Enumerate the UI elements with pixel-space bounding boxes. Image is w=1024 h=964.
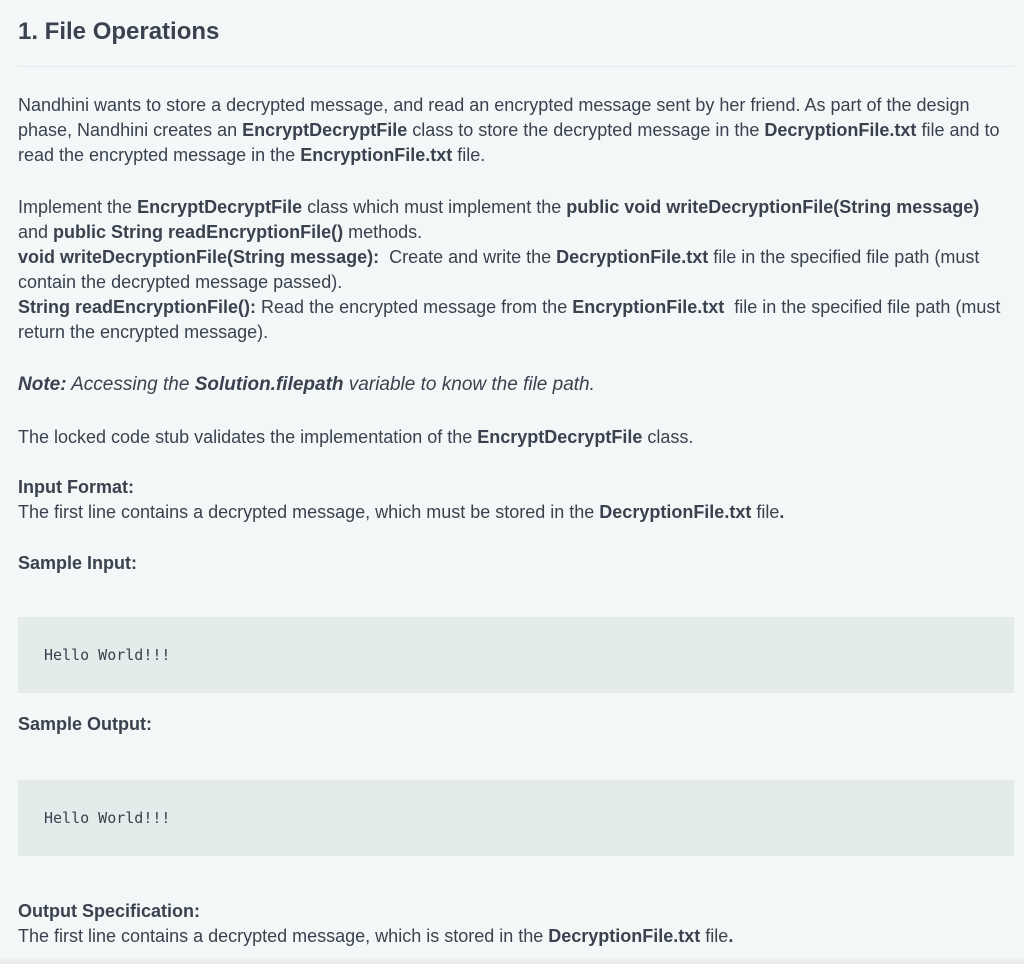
method-signature: public String readEncryptionFile() — [53, 222, 344, 242]
note-text: variable to know the file path. — [343, 374, 595, 395]
page-title: 1. File Operations — [18, 18, 220, 45]
class-name: EncryptDecryptFile — [477, 427, 643, 447]
intro-text: Nandhini wants to store a decrypted message, and read an encrypted message sent by her friend. As part of the design phase, Nandhini creates an — [18, 95, 970, 140]
method-description: Read the encrypted message from the — [256, 297, 573, 317]
note-paragraph — [18, 372, 1014, 397]
output-spec-heading: Output Specification: — [18, 901, 200, 921]
method-signature: String readEncryptionFile(): — [18, 297, 257, 317]
implementation-paragraph — [18, 195, 1014, 345]
impl-text: and — [18, 222, 54, 242]
intro-text: class to store the decrypted message in the — [407, 120, 765, 140]
period: . — [779, 502, 785, 522]
sample-output-heading: Sample Output: — [18, 714, 152, 734]
impl-text: class which must implement the — [302, 197, 567, 217]
locked-text: The locked code stub validates the implementation of the — [18, 427, 478, 447]
method-description: file in the specified file path (must return the encrypted message). — [18, 297, 1006, 342]
method-signature: public void writeDecryptionFile(String message) — [566, 197, 980, 217]
locked-stub-paragraph — [18, 425, 1014, 450]
bottom-shadow — [0, 956, 1024, 964]
input-format-desc: file — [751, 502, 780, 522]
file-name: EncryptionFile.txt — [300, 145, 453, 165]
sample-input-value: Hello World!!! — [44, 646, 171, 664]
output-spec-desc: file — [700, 926, 729, 946]
title-divider — [18, 66, 1014, 67]
note-label: Note: — [18, 374, 67, 395]
method-description: Create and write the — [379, 247, 557, 267]
file-name: DecryptionFile.txt — [764, 120, 917, 140]
input-format-text — [18, 500, 1014, 525]
intro-text: file. — [452, 145, 486, 165]
class-name: EncryptDecryptFile — [242, 120, 408, 140]
variable-name: Solution.filepath — [194, 374, 344, 395]
file-name: DecryptionFile.txt — [556, 247, 709, 267]
impl-text: methods. — [343, 222, 423, 242]
period: . — [728, 926, 734, 946]
sample-input-code — [18, 617, 1014, 693]
intro-text: file and to read the encrypted message in the — [18, 120, 1000, 165]
locked-text: class. — [642, 427, 694, 447]
intro-paragraph — [18, 93, 1014, 168]
input-format-desc: The first line contains a decrypted message, which must be stored in the — [18, 502, 600, 522]
file-name: EncryptionFile.txt — [572, 297, 725, 317]
class-name: EncryptDecryptFile — [137, 197, 303, 217]
output-spec-desc: The first line contains a decrypted message, which is stored in the — [18, 926, 549, 946]
sample-input-heading: Sample Input: — [18, 553, 138, 573]
sample-output-code — [18, 780, 1014, 856]
file-name: DecryptionFile.txt — [548, 926, 701, 946]
impl-text: Implement the — [18, 197, 138, 217]
input-format-heading: Input Format: — [18, 477, 134, 497]
sample-output-value: Hello World!!! — [44, 809, 171, 827]
method-description: file in the specified file path (must contain the decrypted message passed). — [18, 247, 980, 292]
note-text: Accessing the — [66, 374, 195, 395]
file-name: DecryptionFile.txt — [599, 502, 752, 522]
method-signature: void writeDecryptionFile(String message): — [18, 247, 380, 267]
output-spec-text — [18, 924, 1014, 949]
